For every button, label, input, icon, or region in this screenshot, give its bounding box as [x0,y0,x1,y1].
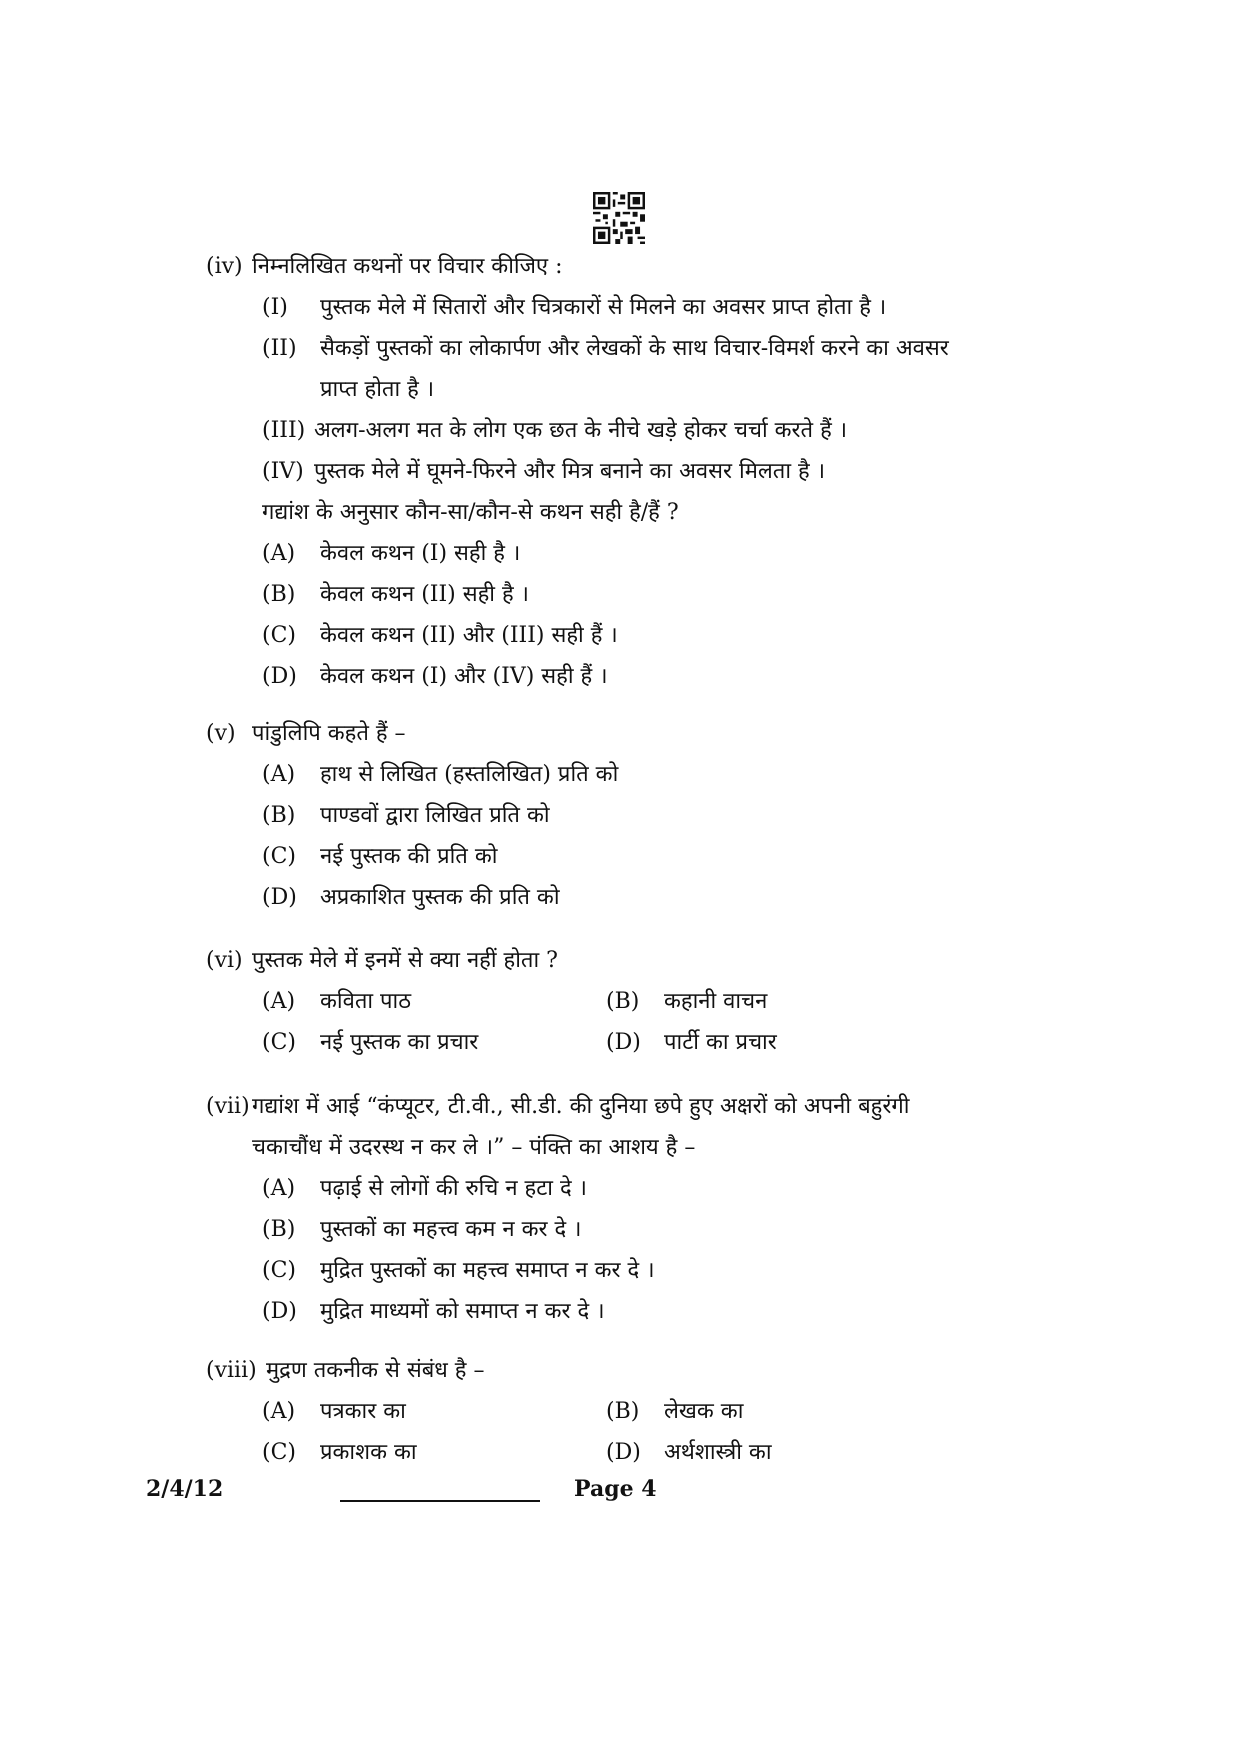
statement-text: पुस्तक मेले में घूमने-फिरने और मित्र बनाने का अवसर मिलता है । [314,459,826,484]
page-number: Page 4 [574,1476,657,1502]
option-text: अर्थशास्त्री का [664,1440,772,1465]
question-vii [206,1086,1066,1332]
option-text: लेखक का [664,1399,744,1424]
option-label: (D) [262,1299,297,1324]
question-prompt-continued: चकाचौंध में उदरस्थ न कर ले ।” – पंक्ति का आशय है – [252,1135,696,1160]
option-label: (D) [606,1030,641,1055]
option-b [206,574,1066,615]
option-text: कहानी वाचन [664,989,768,1014]
question-number: (v) [206,721,236,746]
statement-label: (IV) [262,459,304,484]
option-label: (B) [606,1399,640,1424]
option-label: (C) [262,1440,296,1465]
option-c [206,615,1066,656]
option-row [206,981,1066,1022]
paper-code: 2/4/12 [146,1476,224,1502]
question-iv [206,246,1066,697]
option-d [206,656,1066,697]
option-label: (B) [262,582,296,607]
question-number: (vi) [206,948,243,973]
question-number: (vii) [206,1094,250,1119]
option-text: अप्रकाशित पुस्तक की प्रति को [320,885,560,910]
question-vi [206,940,1066,1063]
statement [206,287,1066,328]
option-d [206,877,1066,918]
option-label: (A) [262,541,296,566]
option-b [206,795,1066,836]
option-text: पार्टी का प्रचार [664,1030,777,1055]
question-prompt: गद्यांश में आई “कंप्यूटर, टी.वी., सी.डी. की दुनिया छपे हुए अक्षरों को अपनी बहुरंगी [252,1094,910,1119]
option-text: मुद्रित पुस्तकों का महत्त्व समाप्त न कर दे । [320,1258,655,1283]
option-label: (A) [262,1176,296,1201]
option-text: हाथ से लिखित (हस्तलिखित) प्रति को [320,762,619,787]
option-c [206,1250,1066,1291]
option-label: (C) [262,1030,296,1055]
option-label: (A) [262,762,296,787]
option-label: (C) [262,844,296,869]
option-text: केवल कथन (I) और (IV) सही हैं । [320,664,608,689]
option-label: (D) [262,664,297,689]
question-v [206,713,1066,918]
statement-text: पुस्तक मेले में सितारों और चित्रकारों से मिलने का अवसर प्राप्त होता है । [320,295,887,320]
statement-label: (I) [262,295,288,320]
question-number: (viii) [206,1358,257,1383]
statement-text: सैकड़ों पुस्तकों का लोकार्पण और लेखकों के साथ विचार-विमर्श करने का अवसर [320,336,949,361]
option-label: (B) [606,989,640,1014]
statement-continued [206,369,1066,410]
question-prompt: मुद्रण तकनीक से संबंध है – [266,1358,485,1383]
option-a [206,754,1066,795]
option-text: केवल कथन (II) सही है । [320,582,529,607]
option-a [206,533,1066,574]
page-footer [0,1476,1241,1516]
option-row [206,1432,1066,1473]
option-label: (C) [262,623,296,648]
ask-text: गद्यांश के अनुसार कौन-सा/कौन-से कथन सही है/हैं ? [262,500,679,525]
option-label: (B) [262,803,296,828]
statement [206,410,1066,451]
option-d [206,1291,1066,1332]
option-label: (C) [262,1258,296,1283]
option-text: पुस्तकों का महत्त्व कम न कर दे । [320,1217,582,1242]
option-text: प्रकाशक का [320,1440,417,1465]
option-text: नई पुस्तक का प्रचार [320,1030,479,1055]
qr-code-icon [593,192,645,244]
statement [206,451,1066,492]
option-text: केवल कथन (I) सही है । [320,541,521,566]
question-prompt: पांडुलिपि कहते हैं – [252,721,406,746]
option-text: पाण्डवों द्वारा लिखित प्रति को [320,803,550,828]
statement-label: (II) [262,336,297,361]
footer-divider [340,1500,540,1502]
option-label: (A) [262,989,296,1014]
option-row [206,1022,1066,1063]
option-text: नई पुस्तक की प्रति को [320,844,498,869]
question-prompt: निम्नलिखित कथनों पर विचार कीजिए : [252,254,563,279]
option-label: (A) [262,1399,296,1424]
statement-text: अलग-अलग मत के लोग एक छत के नीचे खड़े होकर चर्चा करते हैं । [314,418,848,443]
option-text: कविता पाठ [320,989,412,1014]
option-text: मुद्रित माध्यमों को समाप्त न कर दे । [320,1299,605,1324]
statement-text: प्राप्त होता है । [320,377,435,402]
statement-label: (III) [262,418,306,443]
question-number: (iv) [206,254,243,279]
question-ask [206,492,1066,533]
option-text: पत्रकार का [320,1399,406,1424]
option-a [206,1168,1066,1209]
statement [206,328,1066,369]
option-text: केवल कथन (II) और (III) सही हैं । [320,623,618,648]
option-label: (B) [262,1217,296,1242]
option-row [206,1391,1066,1432]
option-label: (D) [262,885,297,910]
option-text: पढ़ाई से लोगों की रुचि न हटा दे । [320,1176,588,1201]
option-label: (D) [606,1440,641,1465]
option-b [206,1209,1066,1250]
question-viii [206,1350,1066,1473]
option-c [206,836,1066,877]
question-prompt: पुस्तक मेले में इनमें से क्या नहीं होता ? [252,948,558,973]
